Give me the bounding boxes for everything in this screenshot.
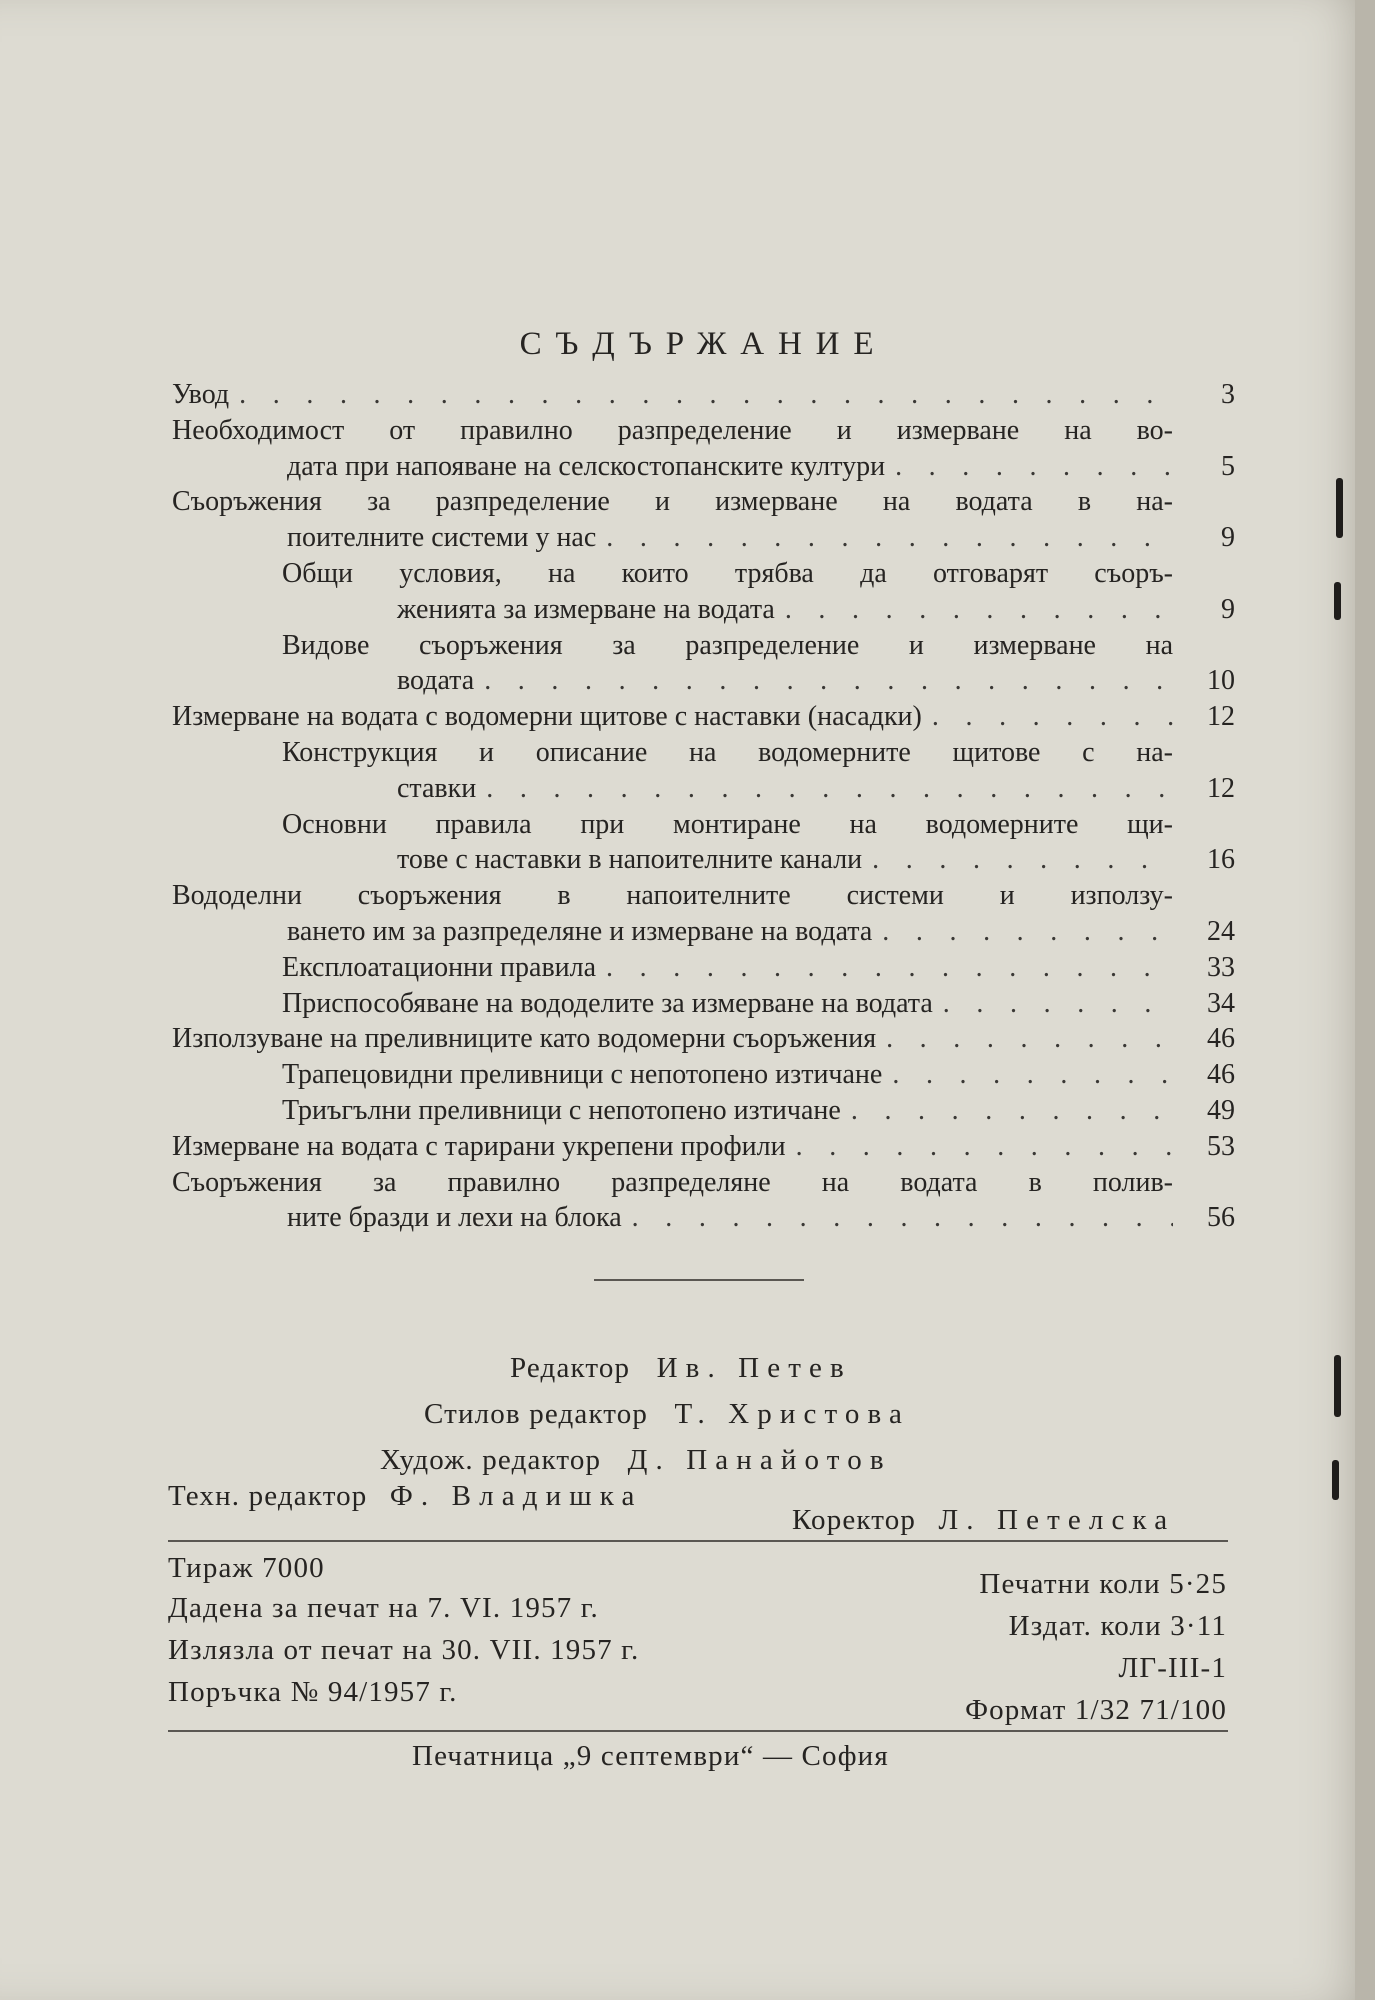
- proofreader-line: [792, 1504, 1175, 1537]
- toc-dot-leader: [596, 951, 1173, 985]
- toc-entry-text: Необходимост от правилно разпределение и измерване на во-: [172, 414, 1173, 446]
- toc-entry-text: Измерване на водата с тарирани укрепени профили: [172, 1130, 786, 1162]
- toc-entry-last-line: [287, 915, 1235, 949]
- toc-entry-last-line: [287, 450, 1235, 484]
- printed-date: Излязла от печат на 30. VII. 1957 г.: [168, 1634, 640, 1666]
- toc-entry-last-line: [282, 1058, 1235, 1092]
- toc-page-number: 5: [1221, 450, 1235, 482]
- toc-entry-text: Трапецовидни преливници с непотопено изтичане: [282, 1059, 883, 1091]
- toc-dot-leader: [775, 593, 1173, 627]
- staple: [1334, 582, 1341, 620]
- sent-to-print-date: Дадена за печат на 7. VI. 1957 г.: [168, 1592, 599, 1624]
- style-editor-line: [424, 1398, 910, 1431]
- toc-entry-last-line: [282, 951, 1235, 985]
- toc-page-number: 34: [1207, 987, 1235, 1019]
- toc-entry-last-line: [397, 772, 1235, 806]
- toc-entry-text: ните бразди и лехи на блока: [287, 1202, 622, 1234]
- toc-entry-text: Експлоатационни правила: [282, 951, 597, 983]
- toc-entry-last-line: [172, 1022, 1235, 1056]
- staple: [1332, 1460, 1339, 1500]
- toc-entry-text: водата: [397, 665, 475, 697]
- toc-entry-line: [282, 557, 1173, 591]
- toc-entry-text: Триъгълни преливници с непотопено изтичане: [282, 1095, 841, 1126]
- toc-dot-leader: [862, 843, 1173, 877]
- toc-entry-line: [282, 808, 1173, 842]
- imprint-rule-bottom: [168, 1730, 1228, 1732]
- toc-dot-leader: [841, 1094, 1173, 1128]
- toc-entry-text: Основни правила при монтиране на водомерните щи-: [282, 808, 1173, 840]
- tech-editor-line: [168, 1480, 642, 1513]
- tech-editor-label: Техн. редактор: [168, 1480, 368, 1512]
- toc-entry-last-line: [172, 1130, 1235, 1164]
- toc-entry-text: Съоръжения за разпределение и измерване на водата в на-: [172, 486, 1173, 518]
- toc-dot-leader: [476, 772, 1173, 806]
- printing-house: Печатница „9 септември“ — София: [412, 1740, 889, 1772]
- style-editor-label: Стилов редактор: [424, 1398, 649, 1430]
- proofreader-name: Л. Петелска: [938, 1504, 1176, 1536]
- style-editor-name: Т. Христова: [674, 1398, 910, 1430]
- toc-entry-line: [172, 879, 1173, 913]
- toc-entry-text: Общи условия, на които трябва да отговарят съоръ-: [282, 558, 1173, 589]
- format: Формат 1/32 71/100: [965, 1694, 1227, 1726]
- toc-page-number: 16: [1207, 844, 1235, 876]
- toc-dot-leader: [882, 1058, 1173, 1092]
- toc-entry-text: Измерване на водата с водомерни щитове с наставки (насадки): [172, 701, 922, 733]
- toc-page-number: 12: [1207, 701, 1235, 733]
- toc-entry-text: Увод: [172, 379, 230, 410]
- toc-entry-last-line: [287, 521, 1235, 555]
- toc-entry-text: поителните системи у нас: [287, 522, 597, 554]
- page-spine: [1355, 0, 1375, 2000]
- toc-dot-leader: [872, 915, 1173, 949]
- toc-page-number: 9: [1221, 593, 1235, 625]
- toc-entry-text: Използуване на преливниците като водомерни съоръжения: [172, 1023, 877, 1055]
- toc-entry-line: [282, 736, 1173, 770]
- toc-dot-leader: [933, 987, 1173, 1021]
- toc-entry-text: Видове съоръжения за разпределение и измерване на: [282, 629, 1173, 661]
- art-editor-label: Худож. редактор: [380, 1444, 602, 1476]
- catalog-code: ЛГ-III-1: [1118, 1652, 1227, 1684]
- toc-entry-last-line: [172, 700, 1235, 734]
- toc-entry-text: Вододелни съоръжения в напоителните системи и използу-: [172, 880, 1173, 912]
- order-number: Поръчка № 94/1957 г.: [168, 1676, 458, 1708]
- toc-page-number: 10: [1207, 665, 1235, 697]
- editor-name: Ив. Петев: [656, 1352, 852, 1384]
- toc-page-number: 12: [1207, 772, 1235, 804]
- toc-dot-leader: [229, 378, 1173, 412]
- editor-line: [510, 1352, 852, 1385]
- toc-dot-leader: [596, 521, 1173, 555]
- toc-entry-text: Приспособяване на вододелите за измерване на водата: [282, 987, 933, 1019]
- print-sheets: Печатни коли 5·25: [979, 1568, 1227, 1600]
- toc-entry-text: женията за измерване на водата: [397, 593, 775, 625]
- toc-dot-leader: [786, 1130, 1173, 1164]
- staple: [1334, 1355, 1341, 1417]
- toc-heading: СЪДЪРЖАНИЕ: [519, 326, 888, 362]
- art-editor-line: [380, 1444, 892, 1477]
- toc-page-number: 33: [1207, 951, 1235, 983]
- imprint-rule-top: [168, 1540, 1228, 1542]
- toc-entry-last-line: [397, 664, 1235, 698]
- toc-entry-text: Конструкция и описание на водомерните щитове с на-: [282, 737, 1173, 768]
- toc-page-number: 3: [1221, 379, 1235, 410]
- toc-dot-leader: [622, 1201, 1173, 1235]
- art-editor-name: Д. Панайотов: [627, 1444, 892, 1476]
- toc-dot-leader: [474, 664, 1173, 698]
- toc-dot-leader: [885, 450, 1173, 484]
- toc-page-number: 56: [1207, 1202, 1235, 1234]
- toc-entry-text: дата при напояване на селскостопанските култури: [287, 450, 886, 482]
- toc-entry-last-line: [172, 378, 1235, 412]
- staple: [1336, 478, 1343, 538]
- toc-entry-text: Съоръжения за правилно разпределяне на водата в полив-: [172, 1166, 1173, 1198]
- toc-entry-line: [282, 629, 1173, 663]
- toc-dot-leader: [876, 1022, 1173, 1056]
- toc-entry-text: тове с наставки в напоителните канали: [397, 844, 863, 876]
- editor-label: Редактор: [510, 1352, 631, 1384]
- toc-entry-last-line: [397, 593, 1235, 627]
- toc-entry-text: ставки: [397, 772, 477, 804]
- publisher-sheets: Издат. коли 3·11: [1008, 1610, 1227, 1642]
- tech-editor-name: Ф. Владишка: [389, 1480, 643, 1512]
- toc-divider: [594, 1279, 804, 1281]
- toc-dot-leader: [922, 700, 1173, 734]
- proofreader-label: Коректор: [792, 1504, 917, 1536]
- toc-entry-last-line: [287, 1201, 1235, 1235]
- toc-entry-last-line: [282, 1094, 1235, 1128]
- toc-page-number: 53: [1207, 1130, 1235, 1162]
- toc-page-number: 49: [1207, 1095, 1235, 1126]
- toc-entry-line: [172, 485, 1173, 519]
- toc-entry-last-line: [282, 987, 1235, 1021]
- print-run: Тираж 7000: [168, 1552, 325, 1584]
- toc-entry-last-line: [397, 843, 1235, 877]
- toc-entry-text: ването им за разпределяне и измерване на водата: [287, 916, 873, 947]
- toc-page-number: 46: [1207, 1059, 1235, 1091]
- toc-page-number: 46: [1207, 1023, 1235, 1055]
- toc-entry-line: [172, 414, 1173, 448]
- toc-page-number: 24: [1207, 916, 1235, 947]
- toc-page-number: 9: [1221, 522, 1235, 554]
- toc-entry-line: [172, 1166, 1173, 1200]
